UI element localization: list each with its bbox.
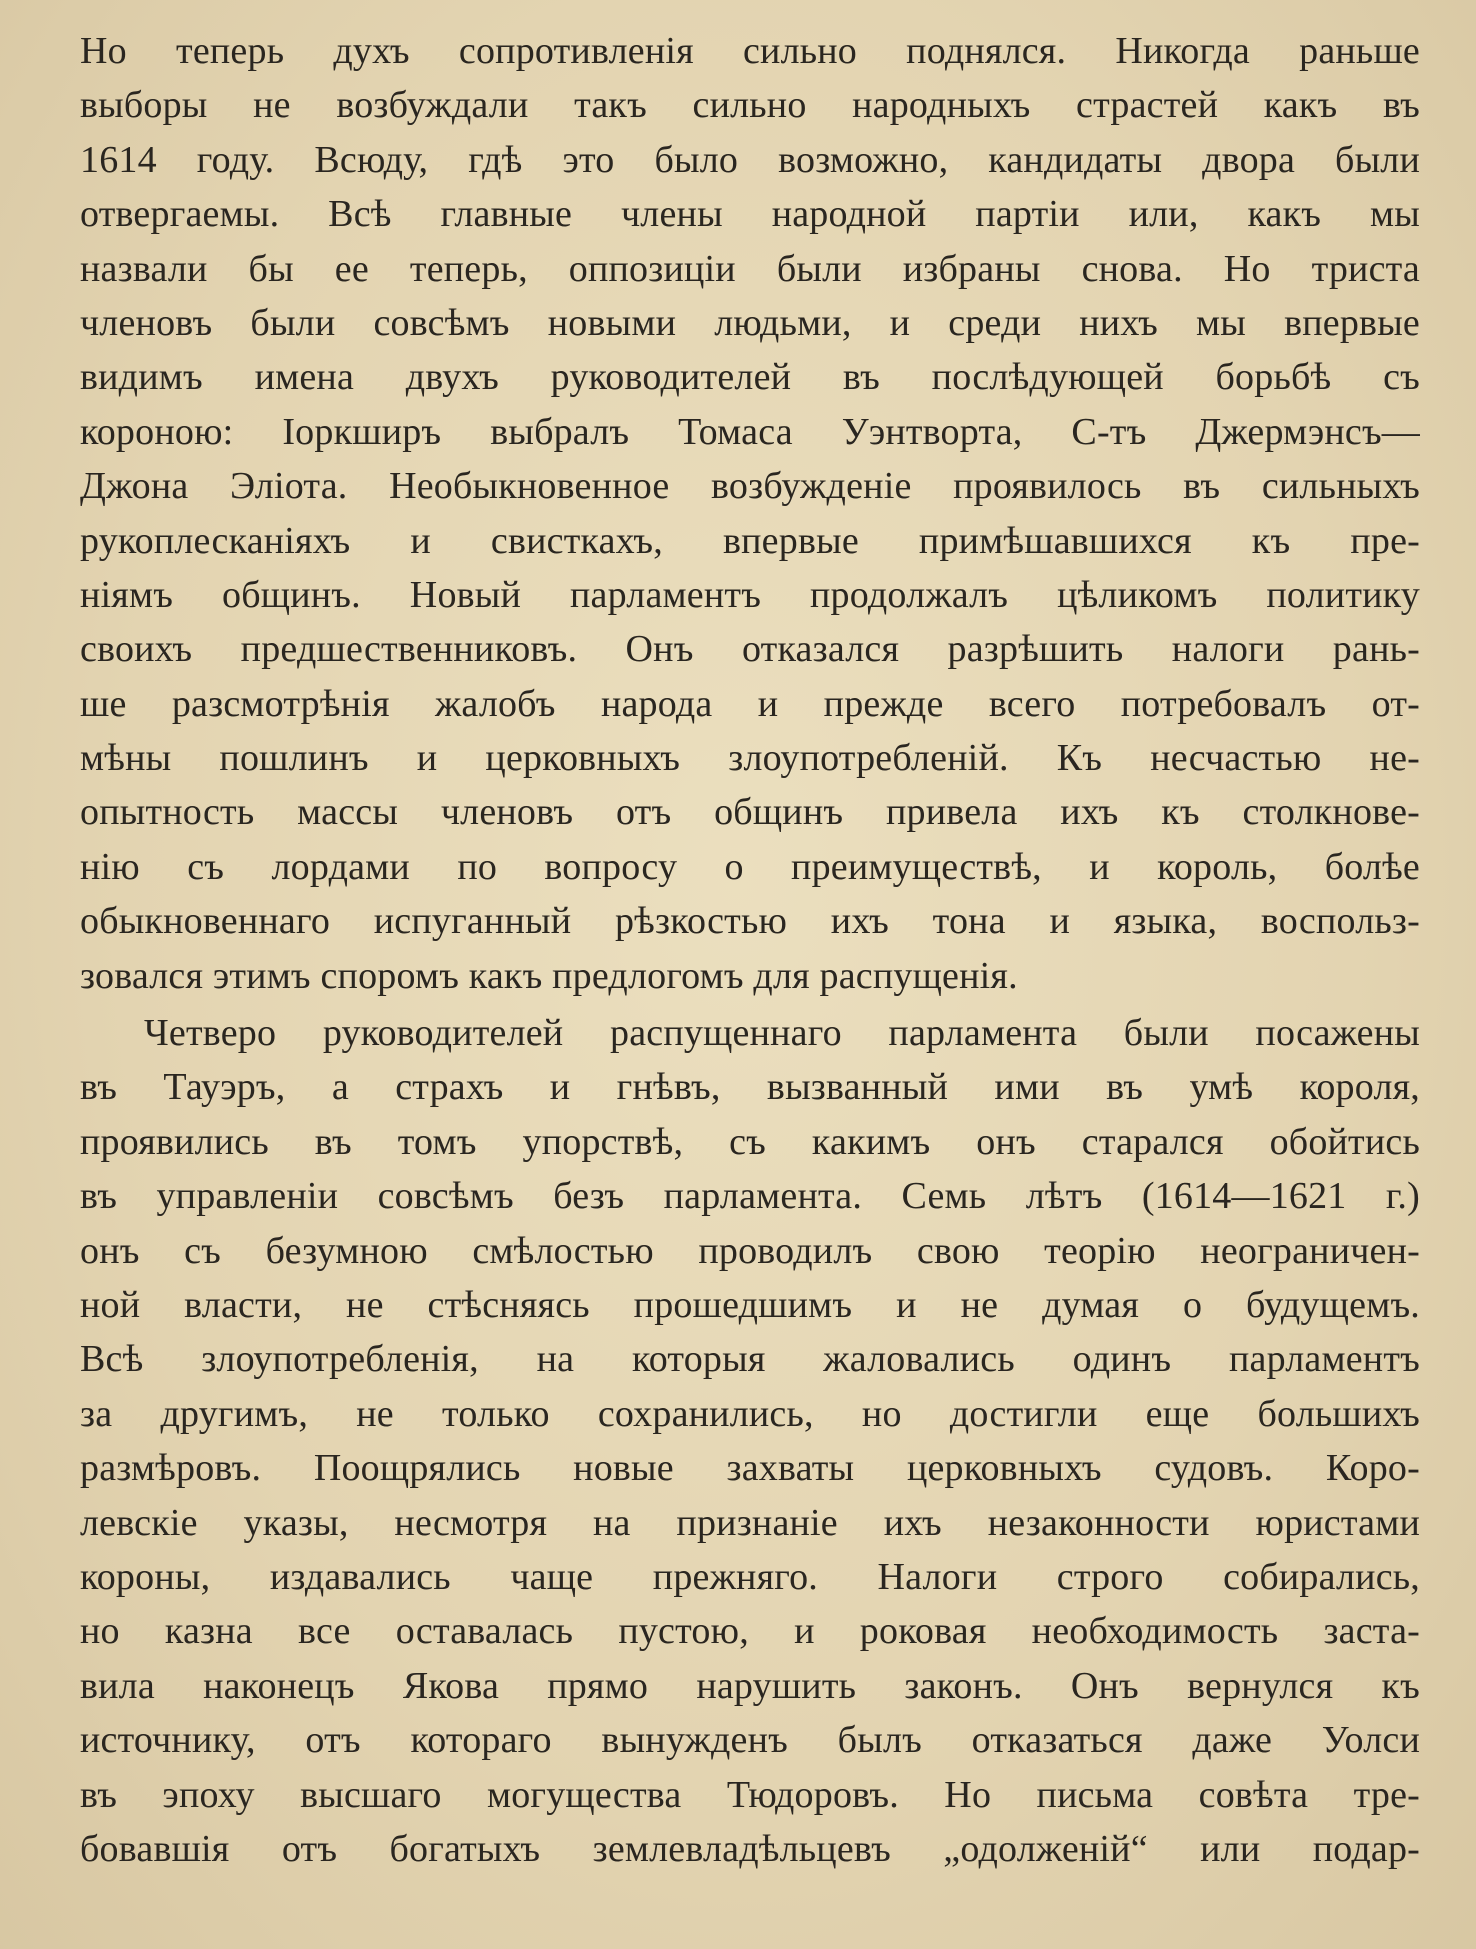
text-line: мѣны пошлинъ и церковныхъ злоупотребленій. Къ несчастью не- bbox=[80, 737, 1420, 780]
text-line: своихъ предшественниковъ. Онъ отказался разрѣшить налоги рань- bbox=[80, 628, 1420, 671]
text-line: Всѣ злоупотребленія, на которыя жаловались одинъ парламентъ bbox=[80, 1338, 1420, 1381]
text-line: за другимъ, не только сохранились, но достигли еще большихъ bbox=[80, 1392, 1420, 1435]
page-text bbox=[80, 24, 1420, 1876]
text-line: но казна все оставалась пустою, и роковая необходимость заста- bbox=[80, 1610, 1420, 1653]
text-line: въ Тауэръ, а страхъ и гнѣвъ, вызванный ими въ умѣ короля, bbox=[80, 1066, 1420, 1109]
paragraph-1 bbox=[80, 24, 1420, 1003]
text-line: короною: Іоркширъ выбралъ Томаса Уэнтворта, С-тъ Джермэнсъ— bbox=[80, 410, 1420, 453]
text-line: Джона Эліота. Необыкновенное возбужденіе проявилось въ сильныхъ bbox=[80, 465, 1420, 508]
text-line: ніямъ общинъ. Новый парламентъ продолжалъ цѣликомъ политику bbox=[80, 573, 1420, 616]
text-line: Четверо руководителей распущеннаго парламента были посажены bbox=[144, 1012, 1420, 1055]
text-line: бовавшія отъ богатыхъ землевладѣльцевъ „одолженій“ или подар- bbox=[80, 1827, 1420, 1870]
text-line: онъ съ безумною смѣлостью проводилъ свою теорію неограничен- bbox=[80, 1229, 1420, 1272]
text-line: источнику, отъ котораго вынужденъ былъ отказаться даже Уолси bbox=[80, 1719, 1420, 1762]
text-line: левскіе указы, несмотря на признаніе ихъ незаконности юристами bbox=[80, 1501, 1420, 1544]
text-line: выборы не возбуждали такъ сильно народныхъ страстей какъ въ bbox=[80, 84, 1420, 127]
text-line: проявились въ томъ упорствѣ, съ какимъ онъ старался обойтись bbox=[80, 1120, 1420, 1163]
text-line: нію съ лордами по вопросу о преимуществѣ, и король, болѣе bbox=[80, 845, 1420, 888]
text-line: въ управленіи совсѣмъ безъ парламента. Семь лѣтъ (1614—1621 г.) bbox=[80, 1175, 1420, 1218]
text-line: назвали бы ее теперь, оппозиціи были избраны снова. Но триста bbox=[80, 247, 1420, 290]
text-line: Но теперь духъ сопротивленія сильно поднялся. Никогда раньше bbox=[80, 30, 1420, 72]
text-line: размѣровъ. Поощрялись новые захваты церковныхъ судовъ. Коро- bbox=[80, 1447, 1420, 1490]
text-line: короны, издавались чаще прежняго. Налоги строго собирались, bbox=[80, 1555, 1420, 1598]
text-line: ной власти, не стѣсняясь прошедшимъ и не думая о будущемъ. bbox=[80, 1283, 1420, 1326]
text-line: ше разсмотрѣнія жалобъ народа и прежде всего потребовалъ от- bbox=[80, 682, 1420, 725]
paragraph-2 bbox=[80, 1006, 1420, 1876]
text-line: членовъ были совсѣмъ новыми людьми, и среди нихъ мы впервые bbox=[80, 301, 1420, 344]
text-line: вила наконецъ Якова прямо нарушить законъ. Онъ вернулся къ bbox=[80, 1664, 1420, 1707]
text-line: рукоплесканіяхъ и свисткахъ, впервые примѣшавшихся къ пре- bbox=[80, 519, 1420, 562]
text-line: отвергаемы. Всѣ главные члены народной партіи или, какъ мы bbox=[80, 193, 1420, 236]
text-line: зовался этимъ споромъ какъ предлогомъ для распущенія. bbox=[80, 954, 1018, 997]
text-line: въ эпоху высшаго могущества Тюдоровъ. Но письма совѣта тре- bbox=[80, 1773, 1420, 1816]
text-line: видимъ имена двухъ руководителей въ послѣдующей борьбѣ съ bbox=[80, 356, 1420, 399]
text-line: 1614 году. Всюду, гдѣ это было возможно, кандидаты двора были bbox=[80, 138, 1420, 181]
text-line: обыкновеннаго испуганный рѣзкостью ихъ тона и языка, воспольз- bbox=[80, 900, 1420, 943]
text-line: опытность массы членовъ отъ общинъ привела ихъ къ столкнове- bbox=[80, 791, 1420, 834]
